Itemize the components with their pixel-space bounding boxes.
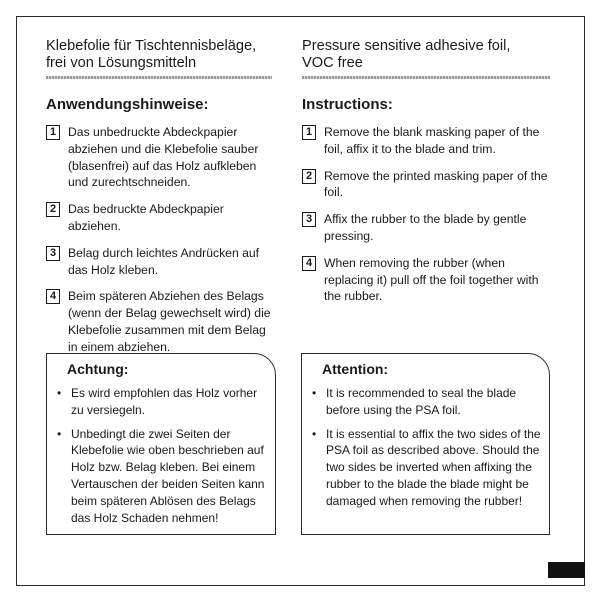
step-number: 1 xyxy=(302,125,316,140)
warning-text: It is essential to affix the two sides of the PSA foil as described above. Should the two sides be inverted when affixing the rubber to the blade the blade might be damaged when removing the rubber! xyxy=(326,426,541,508)
step-text: Remove the printed masking paper of the foil. xyxy=(324,168,548,200)
bullet-icon: • xyxy=(57,386,62,400)
step-text: Belag durch leichtes Andrücken auf das Holz kleben. xyxy=(68,245,260,277)
warning-text: Unbedingt die zwei Seiten der Klebefolie wie oben beschrieben auf Holz bzw. Belag kleben. Bei einem Vertauschen der beiden Seiten kann beim späteren Ablösen des Belags das Holz Schaden nehmen! xyxy=(71,426,265,525)
step-number: 1 xyxy=(46,125,60,140)
page-corner-tab xyxy=(548,562,585,578)
warning-item-en-2 xyxy=(312,426,541,510)
warning-title-de: Achtung: xyxy=(67,361,129,377)
warning-list-en xyxy=(302,385,549,510)
step-text: Das bedruckte Abdeckpapier abziehen. xyxy=(68,202,224,233)
step-text: When removing the rubber (when replacing it) pull off the foil together with the rubber. xyxy=(324,255,539,304)
step-text: Remove the blank masking paper of the foil, affix it to the blade and trim. xyxy=(324,125,540,156)
step-de-1 xyxy=(46,124,272,191)
warning-box-en xyxy=(301,353,550,535)
heading-de-line-1: Klebefolie für Tischtennisbeläge, xyxy=(46,38,257,54)
bullet-icon: • xyxy=(57,426,62,441)
bullet-icon: • xyxy=(312,386,317,400)
steps-de xyxy=(46,124,272,366)
step-number: 3 xyxy=(46,246,60,261)
warning-box-de xyxy=(46,353,276,535)
warning-item-de-1 xyxy=(57,385,267,419)
step-number: 3 xyxy=(302,212,316,227)
step-number: 2 xyxy=(46,202,60,217)
heading-de-line-2: frei von Lösungsmitteln xyxy=(46,55,197,71)
step-en-3 xyxy=(302,211,552,245)
section-title-en: Instructions: xyxy=(302,96,393,113)
steps-en xyxy=(302,124,552,315)
step-number: 4 xyxy=(302,256,316,271)
warning-text: Es wird empfohlen das Holz vorher zu versiegeln. xyxy=(71,386,258,417)
divider-en xyxy=(302,76,550,79)
step-number: 2 xyxy=(302,169,316,184)
step-text: Das unbedruckte Abdeckpapier abziehen und die Klebefolie sauber (blasenfrei) auf das Holz aufkleben und zurechtschneiden. xyxy=(68,125,259,190)
bullet-icon: • xyxy=(312,426,317,441)
heading-de xyxy=(46,38,278,72)
step-de-2 xyxy=(46,201,272,235)
warning-item-en-1 xyxy=(312,385,541,419)
step-de-4 xyxy=(46,288,272,355)
step-en-2 xyxy=(302,168,552,202)
step-de-3 xyxy=(46,245,272,279)
step-number: 4 xyxy=(46,289,60,304)
step-en-1 xyxy=(302,124,552,158)
section-title-de: Anwendungshinweise: xyxy=(46,96,209,113)
step-en-4 xyxy=(302,255,552,305)
divider-de xyxy=(46,76,272,79)
heading-en-line-1: Pressure sensitive adhesive foil, xyxy=(302,38,511,54)
step-text: Affix the rubber to the blade by gentle pressing. xyxy=(324,212,527,243)
warning-item-de-2 xyxy=(57,426,267,527)
step-text: Beim späteren Abziehen des Belags (wenn der Belag gewechselt wird) die Klebefolie zusammen mit dem Belag in einem abziehen. xyxy=(68,289,271,354)
heading-en xyxy=(302,38,552,72)
warning-text: It is recommended to seal the blade before using the PSA foil. xyxy=(326,386,517,417)
warning-title-en: Attention: xyxy=(322,361,389,377)
warning-list-de xyxy=(47,385,275,526)
heading-en-line-2: VOC free xyxy=(302,55,363,71)
